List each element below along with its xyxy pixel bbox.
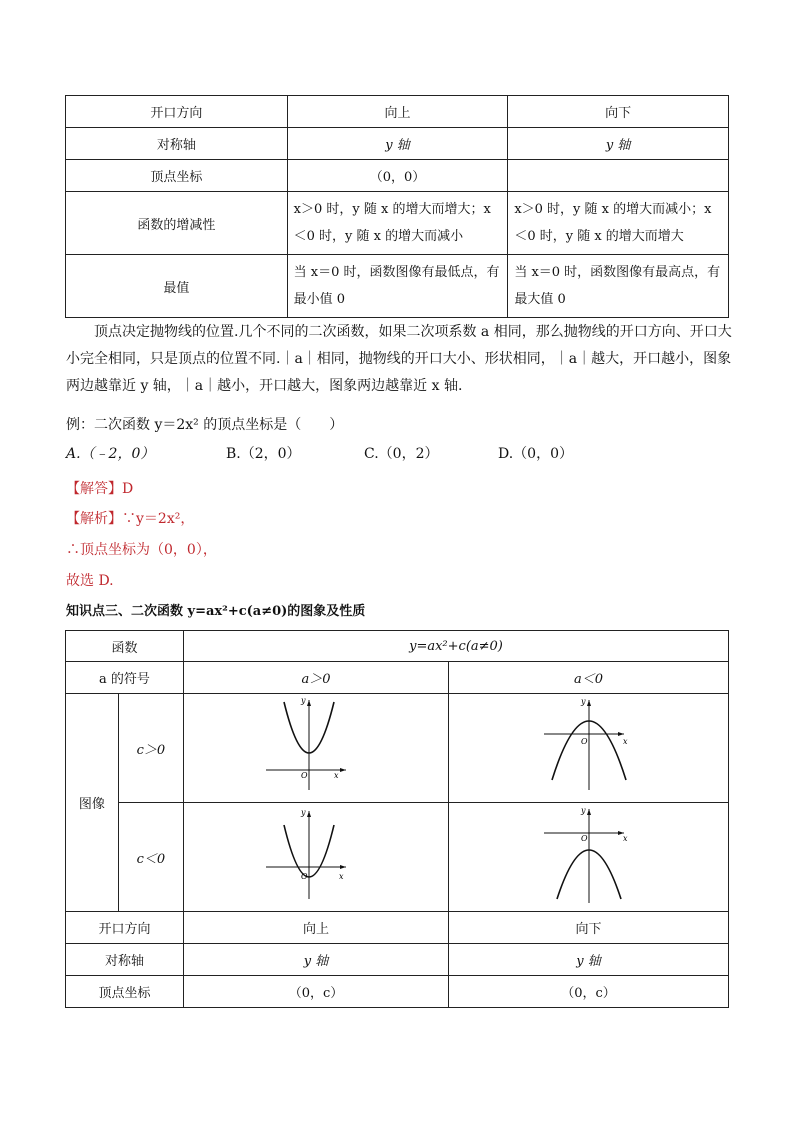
option-c: C.（0，2） — [364, 446, 439, 462]
y-axis-label: y — [300, 696, 306, 705]
table1-label: 顶点坐标 — [66, 160, 288, 192]
y-axis-label: y — [300, 808, 306, 817]
table1-cell: 向下 — [508, 96, 729, 128]
table2-label: 开口方向 — [66, 912, 184, 944]
graph-up-cpos-cell — [183, 694, 448, 803]
table2-label: 顶点坐标 — [66, 976, 184, 1008]
example-question: 例：二次函数 y＝2x² 的顶点坐标是（ ） — [66, 417, 344, 433]
image-label: 图像 — [66, 694, 119, 912]
answer-line: 【解答】D — [66, 481, 134, 497]
parabola-up-above-graph — [184, 694, 448, 798]
analysis-line-1: 【解析】∵y＝2x²， — [66, 511, 195, 527]
y-axis-label: y — [580, 806, 586, 815]
y-axis-label: y — [580, 697, 586, 706]
table2-cell: （0，c） — [448, 976, 728, 1008]
graph-down-cpos-cell — [448, 694, 728, 803]
analysis-line-3: 故选 D. — [66, 573, 114, 589]
a-negative: a＜0 — [448, 662, 728, 694]
properties-table-2 — [65, 630, 729, 1008]
analysis-line-2: ∴顶点坐标为（0，0）， — [66, 542, 217, 558]
c-negative: c＜0 — [118, 803, 183, 912]
table2-cell: 向上 — [183, 912, 448, 944]
origin-label: O — [580, 737, 588, 746]
origin-label: O — [300, 872, 308, 881]
func-value: y=ax²+c(a≠0) — [183, 631, 728, 662]
table1-label: 对称轴 — [66, 128, 288, 160]
explanation-paragraph: 顶点决定抛物线的位置.几个不同的二次函数，如果二次项系数 a 相同，那么抛物线的开口方向、开口大小完全相同，只是顶点的位置不同.｜a｜相同，抛物线的开口大小、形状相同，｜a｜越大，开口越小，图象两边越靠近 y 轴，｜a｜越小，开口越大，图象两边越靠近 x 轴. — [66, 324, 732, 394]
section-heading: 知识点三、二次函数 y=ax²+c(a≠0)的图象及性质 — [66, 604, 366, 619]
origin-label: O — [300, 771, 308, 780]
table1-cell — [508, 160, 729, 192]
option-b: B.（2，0） — [226, 446, 301, 462]
table2-cell: 向下 — [448, 912, 728, 944]
table1-cell: y 轴 — [287, 128, 508, 160]
parabola-down-above-graph — [449, 694, 728, 798]
parabola-up-below-graph — [184, 803, 448, 907]
option-a: A.（﹣2，0） — [66, 446, 155, 462]
table1-cell: 当 x＝0 时，函数图像有最高点，有最大值 0 — [508, 255, 729, 318]
table2-cell: y 轴 — [183, 944, 448, 976]
table1-label: 函数的增减性 — [66, 192, 288, 255]
origin-label: O — [580, 834, 588, 843]
x-axis-label: x — [622, 737, 628, 746]
table1-cell: x＞0 时，y 随 x 的增大而减小；x＜0 时，y 随 x 的增大而增大 — [508, 192, 729, 255]
table1-cell: 当 x＝0 时，函数图像有最低点，有最小值 0 — [287, 255, 508, 318]
sign-label: a 的符号 — [66, 662, 184, 694]
x-axis-label: x — [333, 771, 339, 780]
table2-cell: y 轴 — [448, 944, 728, 976]
graph-up-cneg-cell — [183, 803, 448, 912]
parabola-down-below-graph — [449, 803, 728, 907]
a-positive: a＞0 — [183, 662, 448, 694]
table1-cell: 向上 — [287, 96, 508, 128]
graph-down-cneg-cell — [448, 803, 728, 912]
table1-cell: （0，0） — [287, 160, 508, 192]
table1-cell: x＞0 时，y 随 x 的增大而增大；x＜0 时，y 随 x 的增大而减小 — [287, 192, 508, 255]
x-axis-label: x — [338, 872, 344, 881]
func-label: 函数 — [66, 631, 184, 662]
table1-label: 最值 — [66, 255, 288, 318]
table1-cell: y 轴 — [508, 128, 729, 160]
table1-label: 开口方向 — [66, 96, 288, 128]
c-positive: c＞0 — [118, 694, 183, 803]
properties-table-1 — [65, 95, 729, 318]
table2-cell: （0，c） — [183, 976, 448, 1008]
option-d: D.（0，0） — [498, 446, 573, 462]
table2-label: 对称轴 — [66, 944, 184, 976]
x-axis-label: x — [622, 834, 628, 843]
